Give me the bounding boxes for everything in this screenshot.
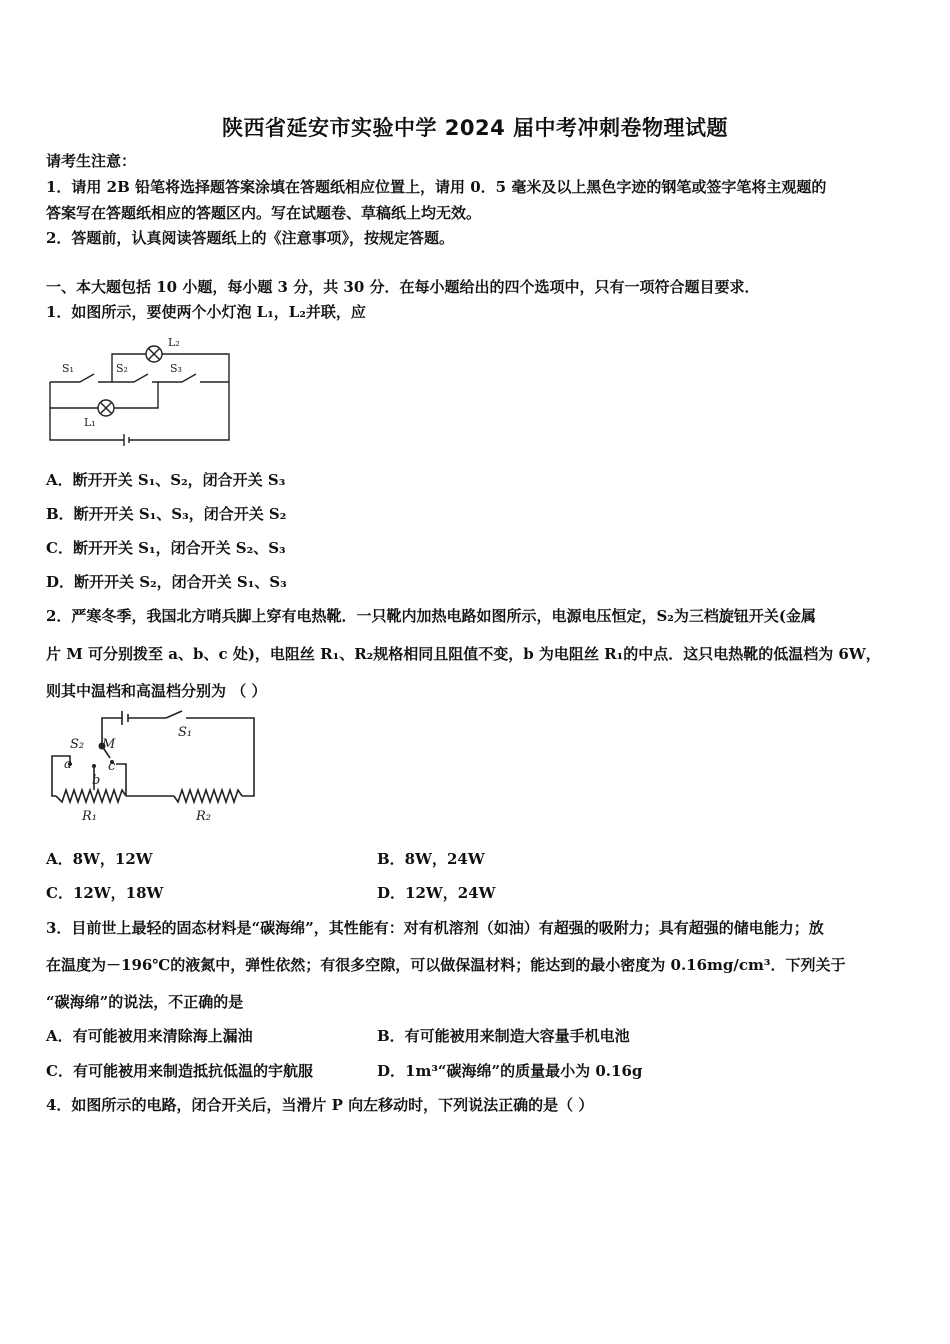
label-R2: R₂	[196, 809, 211, 824]
question-3-stem: 3．目前世上最轻的固态材料是“碳海绵”，其性能有：对有机溶剂（如油）有超强的吸附力；具有超强的储电能力；放	[46, 919, 824, 937]
q3-option-d: D．1m³“碳海绵”的质量最小为 0.16g	[377, 1062, 643, 1080]
q2-circuit-diagram	[46, 708, 266, 833]
label-c: c	[108, 759, 116, 774]
q2-option-d: D．12W，24W	[377, 884, 496, 902]
q1-option-d: D．断开开关 S₂，闭合开关 S₁、S₃	[46, 573, 287, 591]
q3-option-b: B．有可能被用来制造大容量手机电池	[377, 1027, 630, 1045]
q3-option-a: A．有可能被用来清除海上漏油	[46, 1027, 253, 1045]
question-4-stem: 4．如图所示的电路，闭合开关后，当滑片 P 向左移动时，下列说法正确的是（ ）	[46, 1096, 594, 1114]
q2-option-b: B．8W，24W	[377, 850, 485, 868]
notice-heading: 请考生注意：	[46, 152, 137, 170]
notice-item: 答案写在答题纸相应的答题区内。写在试题卷、草稿纸上均无效。	[46, 204, 482, 222]
q1-option-c: C．断开开关 S₁，闭合开关 S₂、S₃	[46, 539, 286, 557]
question-2-stem: 则其中温档和高温档分别为 （ ）	[46, 682, 267, 700]
label-b: b	[92, 773, 101, 788]
page-title: 陕西省延安市实验中学 2024 届中考冲刺卷物理试题	[221, 116, 729, 140]
label-a: a	[64, 757, 72, 772]
question-3-stem: 在温度为－196℃的液氮中，弹性依然；有很多空隙，可以做保温材料；能达到的最小密度为 0.16mg/cm³．下列关于	[46, 956, 846, 974]
notice-item: 2．答题前，认真阅读答题纸上的《注意事项》，按规定答题。	[46, 229, 454, 247]
notice-item: 1．请用 2B 铅笔将选择题答案涂填在答题纸相应位置上，请用 0．5 毫米及以上黑色字迹的钢笔或签字笔将主观题的	[46, 178, 827, 196]
label-S2: S₂	[116, 362, 128, 375]
q1-circuit-diagram	[42, 332, 242, 447]
q3-option-c: C．有可能被用来制造抵抗低温的宇航服	[46, 1062, 313, 1080]
question-2-stem: 片 M 可分别拨至 a、b、c 处)，电阻丝 R₁、R₂规格相同且阻值不变，b 为电阻丝 R₁的中点．这只电热靴的低温档为 6W，	[46, 645, 881, 663]
label-L1: L₁	[84, 416, 96, 429]
label-M: M	[102, 737, 116, 752]
q2-option-c: C．12W，18W	[46, 884, 164, 902]
label-S2: S₂	[70, 737, 85, 752]
q2-option-a: A．8W，12W	[46, 850, 153, 868]
label-S3: S₃	[170, 362, 182, 375]
label-S1: S₁	[178, 725, 193, 740]
label-R1: R₁	[82, 809, 97, 824]
label-S1: S₁	[62, 362, 74, 375]
q1-option-b: B．断开开关 S₁、S₃，闭合开关 S₂	[46, 505, 287, 523]
q1-option-a: A．断开开关 S₁、S₂，闭合开关 S₃	[46, 471, 286, 489]
question-1-stem: 1．如图所示，要使两个小灯泡 L₁，L₂并联，应	[46, 303, 366, 321]
section-instruction: 一、本大题包括 10 小题，每小题 3 分，共 30 分．在每小题给出的四个选项中，只有一项符合题目要求．	[46, 278, 760, 296]
question-2-stem: 2．严寒冬季，我国北方哨兵脚上穿有电热靴．一只靴内加热电路如图所示，电源电压恒定，S₂为三档旋钮开关(金属	[46, 607, 816, 625]
question-3-stem: “碳海绵”的说法，不正确的是	[46, 993, 244, 1011]
label-L2: L₂	[168, 336, 180, 349]
